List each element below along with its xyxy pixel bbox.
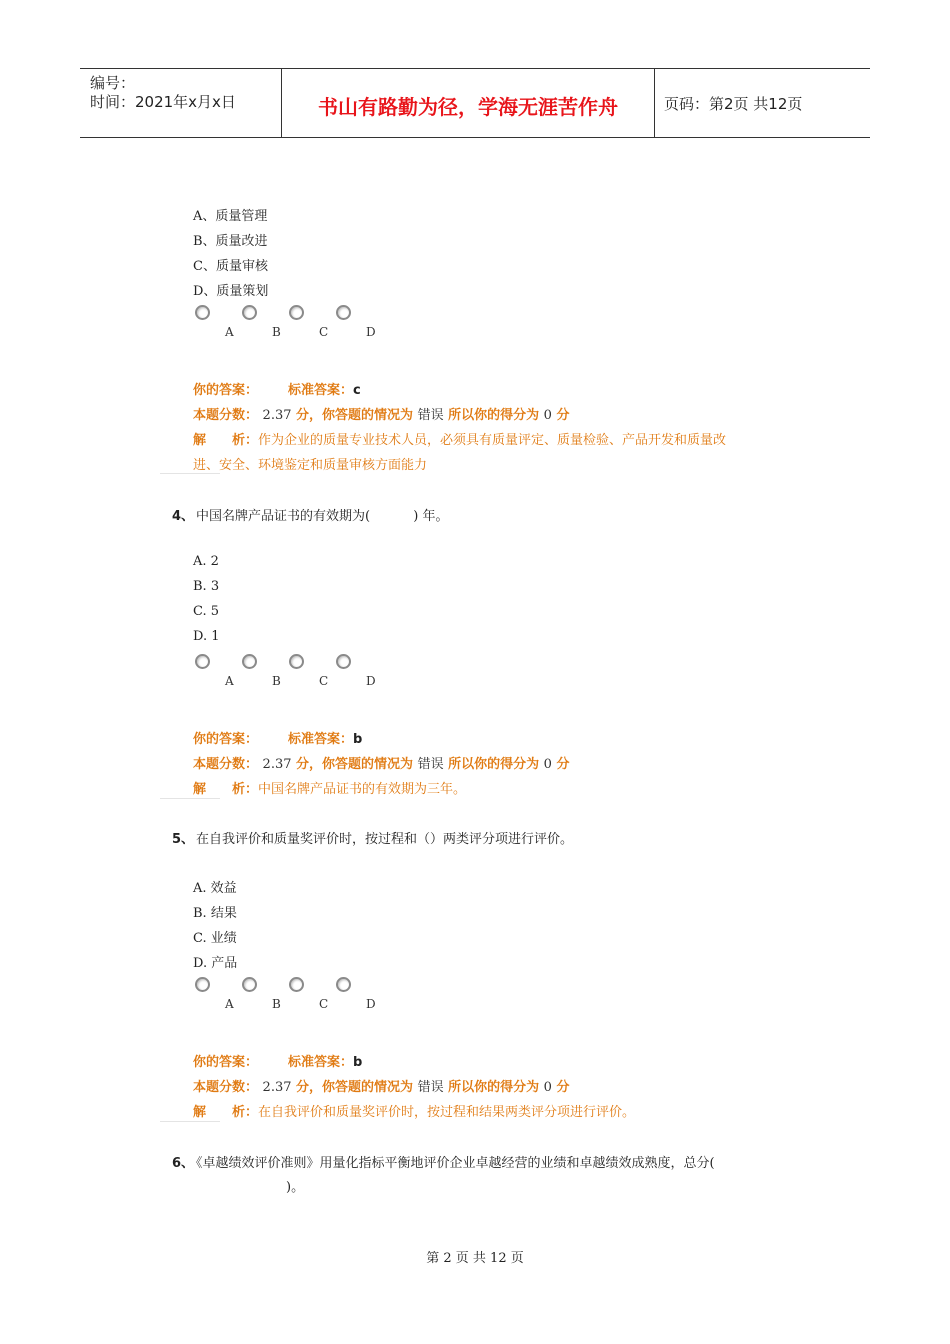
q3-got-label: 所以你的得分为: [448, 408, 540, 423]
q5-analysis-text: 在自我评价和质量奖评价时，按过程和结果两类评分项进行评价。: [258, 1105, 636, 1120]
q4-analysis-text: 中国名牌产品证书的有效期为三年。: [258, 782, 467, 797]
q5-standard-answer-label: 标准答案：: [288, 1055, 354, 1070]
header-meta-cell: [80, 69, 280, 137]
q5-score-label: 本题分数：: [193, 1080, 259, 1095]
page-header: [80, 68, 870, 138]
q3-your-answer-label: 你的答案：: [193, 383, 259, 398]
q3-score-value: 2.37: [262, 408, 292, 423]
q5-got-unit: 分: [556, 1080, 570, 1095]
q3-analysis: [193, 429, 726, 448]
header-motto: 书山有路勤为径，学海无涯苦作舟: [318, 95, 618, 119]
q4-divider: [160, 798, 220, 799]
document-number-label: 编号：: [90, 74, 136, 92]
q4-status: 错误: [417, 757, 444, 772]
q5-analysis: [193, 1101, 635, 1120]
q3-analysis-cont: [193, 454, 427, 473]
q4-radio-c[interactable]: [289, 654, 304, 669]
q3-answer-line: [193, 379, 361, 398]
q5-question: [172, 828, 573, 847]
q6-number: 6、: [172, 1156, 195, 1171]
q5-your-answer-label: 你的答案：: [193, 1055, 259, 1070]
q3-option-a: A、质量管理: [193, 209, 268, 224]
q5-analysis-label: 解 析：: [193, 1105, 259, 1120]
q6-question: [172, 1152, 715, 1171]
q3-option-d: D、质量策划: [193, 284, 269, 299]
header-page-number: 页码：第2页 共12页: [664, 95, 803, 113]
header-motto-cell: [281, 69, 655, 137]
q3-radio-label-a: A: [225, 325, 234, 339]
q3-analysis-text-1: 作为企业的质量专业技术人员，必须具有质量评定、质量检验、产品开发和质量改: [258, 433, 727, 448]
q3-analysis-text-2: 进、安全、环境鉴定和质量审核方面能力: [193, 458, 428, 473]
q5-radio-label-b: B: [272, 997, 281, 1011]
q3-score-line: [193, 404, 570, 423]
q5-score-line: [193, 1076, 570, 1095]
q4-radio-label-c: C: [319, 674, 329, 688]
q5-got-label: 所以你的得分为: [448, 1080, 540, 1095]
q4-standard-answer-label: 标准答案：: [288, 732, 354, 747]
q4-number: 4、: [172, 509, 195, 524]
q3-radio-label-c: C: [319, 325, 329, 339]
q4-answer-line: [193, 728, 362, 747]
q5-radio-a[interactable]: [195, 977, 210, 992]
q4-analysis: [193, 778, 466, 797]
q5-radio-label-d: D: [366, 997, 376, 1011]
q3-radio-d[interactable]: [336, 305, 351, 320]
q4-your-answer-label: 你的答案：: [193, 732, 259, 747]
q4-radio-label-a: A: [225, 674, 234, 688]
q4-option-c: C. 5: [193, 604, 220, 619]
q3-status: 错误: [417, 408, 444, 423]
q4-got-label: 所以你的得分为: [448, 757, 540, 772]
q4-radio-label-d: D: [366, 674, 376, 688]
q4-got-unit: 分: [556, 757, 570, 772]
q5-got-value: 0: [543, 1080, 552, 1095]
q5-standard-answer: b: [353, 1055, 363, 1070]
q3-divider: [160, 473, 220, 474]
q5-divider: [160, 1121, 220, 1122]
q3-standard-answer-label: 标准答案：: [288, 383, 354, 398]
q3-score-label: 本题分数：: [193, 408, 259, 423]
header-page-cell: [654, 69, 870, 137]
q4-score-unit: 分，你答题的情况为: [296, 757, 414, 772]
q4-score-label: 本题分数：: [193, 757, 259, 772]
q3-option-b: B、质量改进: [193, 234, 268, 249]
q3-radio-a[interactable]: [195, 305, 210, 320]
q4-score-value: 2.37: [262, 757, 292, 772]
q4-text: 中国名牌产品证书的有效期为( ) 年。: [196, 509, 449, 524]
q3-radio-c[interactable]: [289, 305, 304, 320]
q5-answer-line: [193, 1051, 362, 1070]
q3-got-unit: 分: [556, 408, 570, 423]
q4-option-b: B. 3: [193, 579, 220, 594]
q3-analysis-label: 解 析：: [193, 433, 259, 448]
q4-radio-label-b: B: [272, 674, 281, 688]
q5-score-value: 2.37: [262, 1080, 292, 1095]
q5-number: 5、: [172, 832, 195, 847]
q4-question: [172, 505, 448, 524]
q4-score-line: [193, 753, 570, 772]
q6-question-cont: [286, 1176, 304, 1195]
q3-standard-answer: c: [353, 383, 361, 398]
q5-score-unit: 分，你答题的情况为: [296, 1080, 414, 1095]
q5-status: 错误: [417, 1080, 444, 1095]
q4-radio-a[interactable]: [195, 654, 210, 669]
q5-option-a: A. 效益: [193, 881, 237, 896]
q5-radio-c[interactable]: [289, 977, 304, 992]
q4-radio-d[interactable]: [336, 654, 351, 669]
q3-radio-b[interactable]: [242, 305, 257, 320]
page-footer: 第 2 页 共 12 页: [426, 1251, 524, 1266]
q3-radio-label-d: D: [366, 325, 376, 339]
q5-option-b: B. 结果: [193, 906, 237, 921]
q3-got-value: 0: [543, 408, 552, 423]
q4-got-value: 0: [543, 757, 552, 772]
q5-radio-label-a: A: [225, 997, 234, 1011]
q4-radio-b[interactable]: [242, 654, 257, 669]
q5-text: 在自我评价和质量奖评价时，按过程和（）两类评分项进行评价。: [196, 832, 574, 847]
q4-analysis-label: 解 析：: [193, 782, 259, 797]
q4-standard-answer: b: [353, 732, 363, 747]
q5-radio-b[interactable]: [242, 977, 257, 992]
q6-text-line1: 《卓越绩效评价准则》用量化指标平衡地评价企业卓越经营的业绩和卓越绩效成熟度，总分(: [196, 1156, 715, 1171]
q5-option-c: C. 业绩: [193, 931, 237, 946]
q3-score-unit: 分，你答题的情况为: [296, 408, 414, 423]
q6-text-line2: )。: [286, 1180, 305, 1195]
q3-option-c: C、质量审核: [193, 259, 268, 274]
q5-radio-d[interactable]: [336, 977, 351, 992]
document-time-label: 时间：2021年x月x日: [90, 93, 236, 111]
q3-radio-label-b: B: [272, 325, 281, 339]
q4-option-a: A. 2: [193, 554, 219, 569]
q5-radio-label-c: C: [319, 997, 329, 1011]
q4-option-d: D. 1: [193, 629, 220, 644]
q5-option-d: D. 产品: [193, 956, 238, 971]
